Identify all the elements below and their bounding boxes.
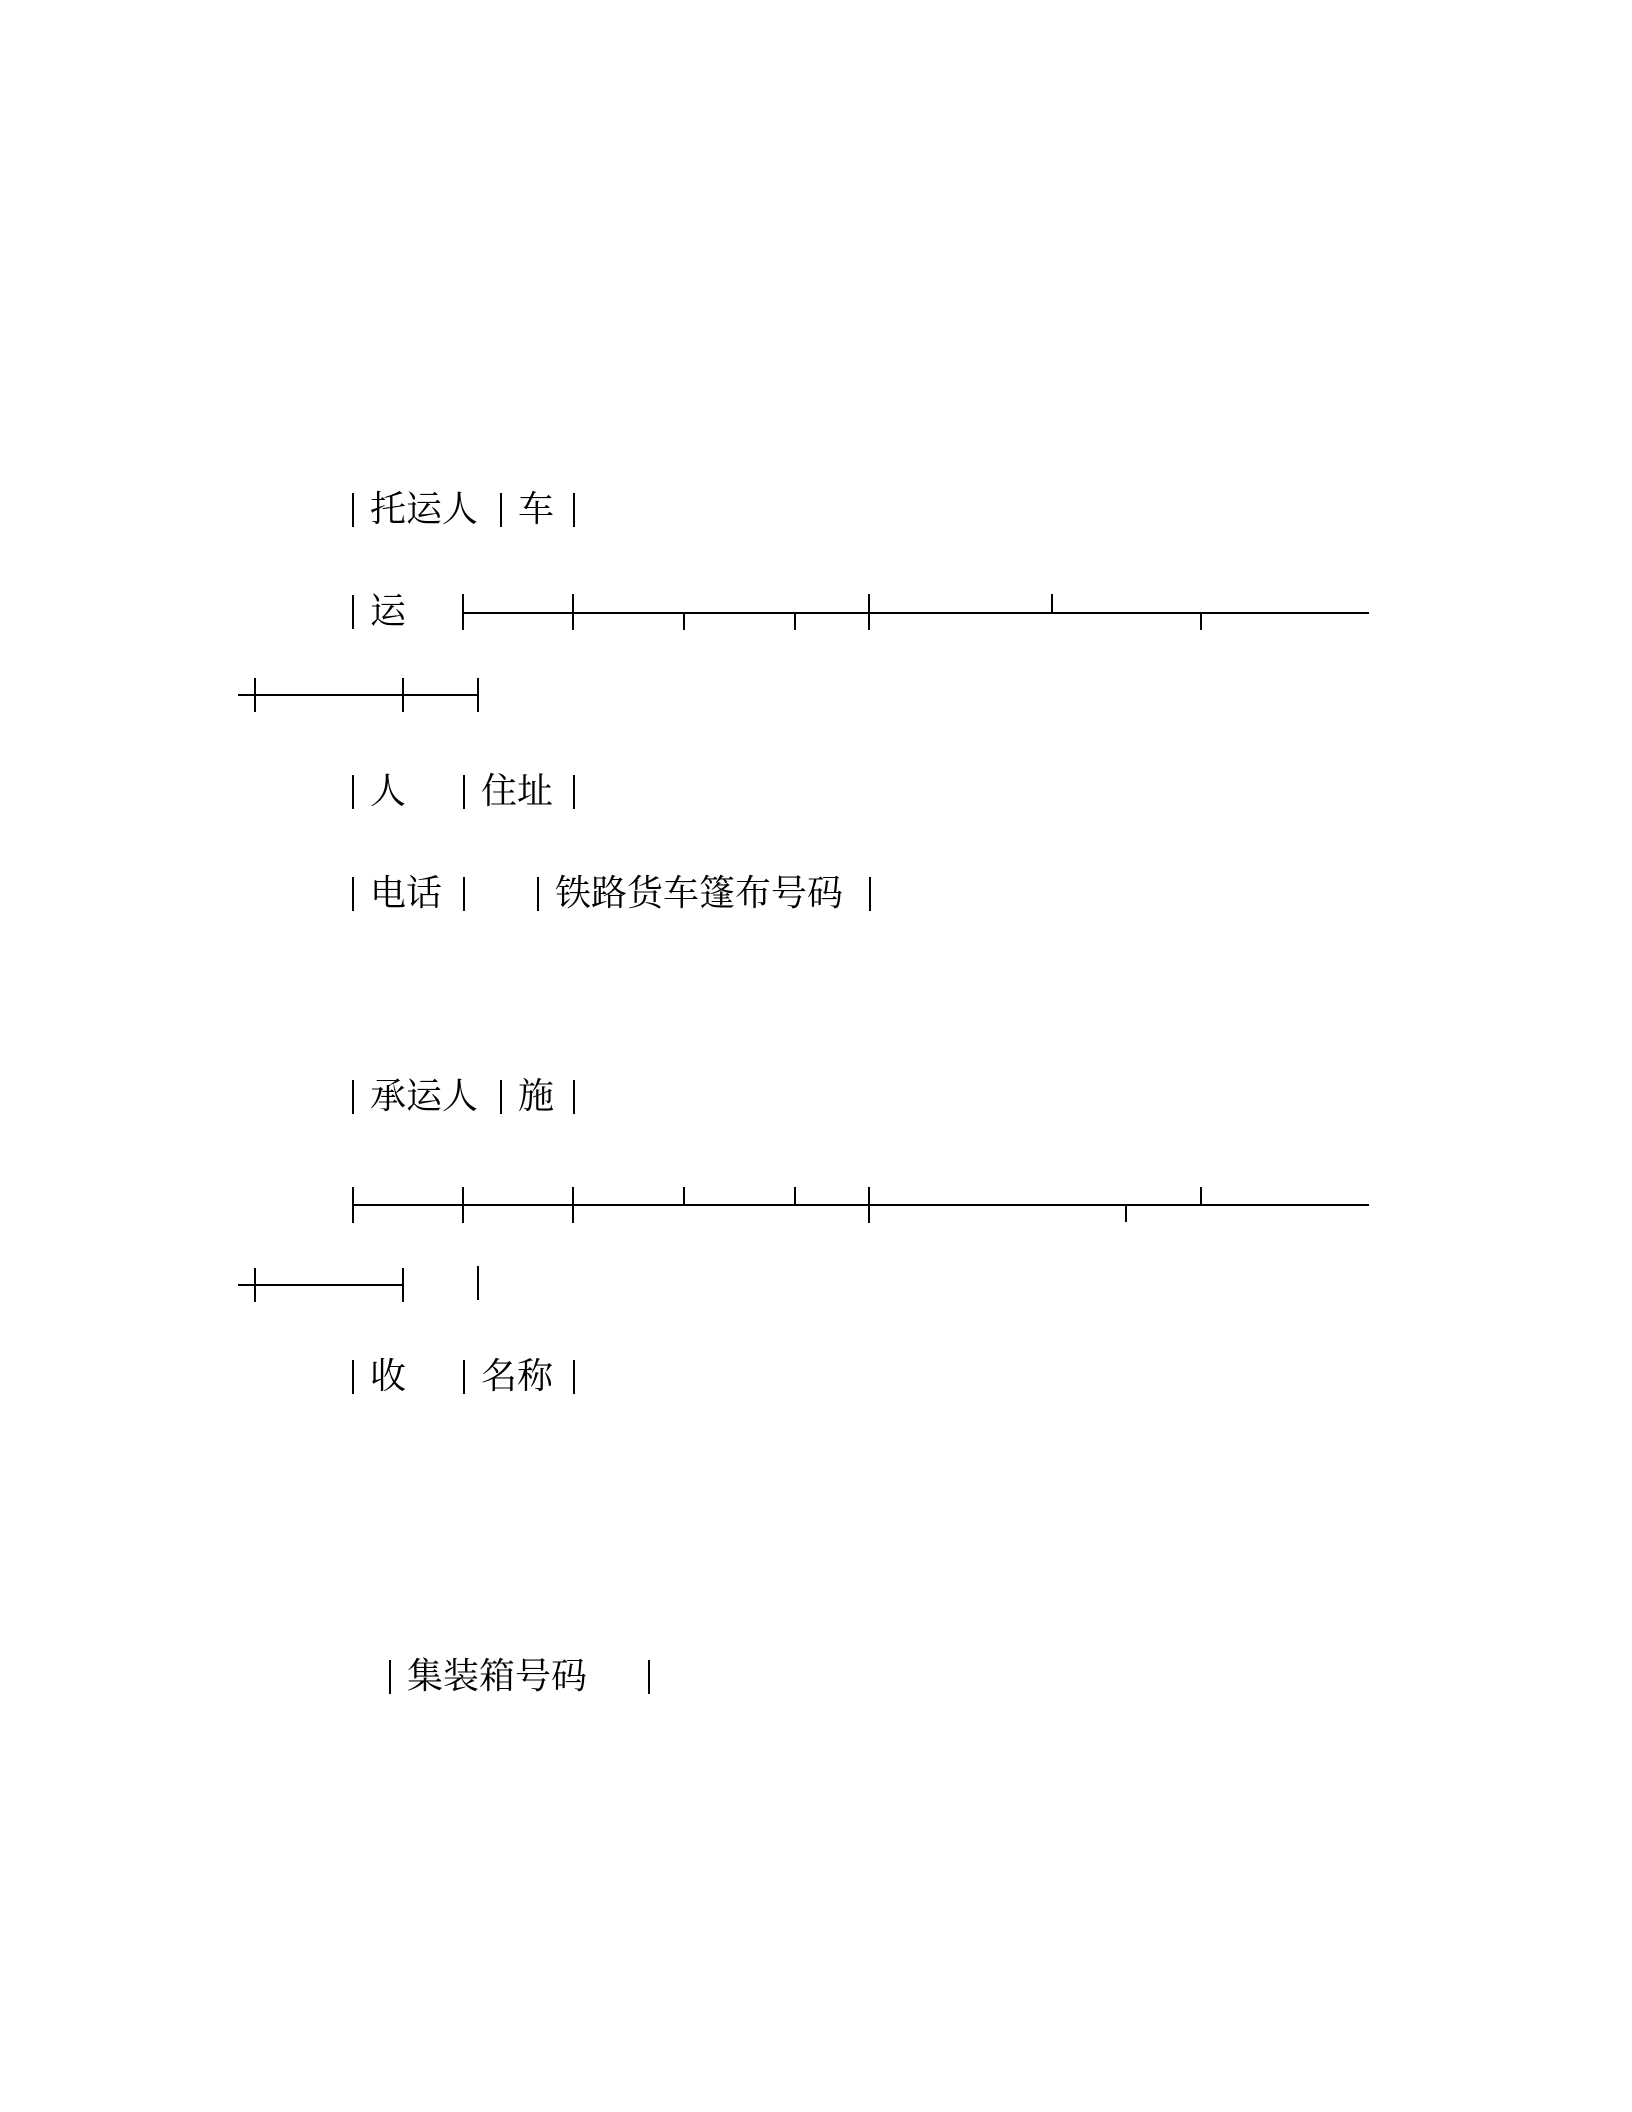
shipper-label: 托运人 bbox=[370, 489, 479, 530]
receive-label: 收 bbox=[370, 1356, 407, 1397]
apply-label: 施 bbox=[518, 1076, 555, 1117]
row9-separator-right bbox=[648, 1660, 650, 1694]
row4-separator-left bbox=[352, 775, 354, 809]
row2-tick bbox=[462, 594, 464, 630]
row6-separator-mid bbox=[500, 1080, 502, 1114]
ship-label: 运 bbox=[370, 591, 407, 632]
row2-tick bbox=[683, 612, 685, 630]
row7-tick bbox=[794, 1187, 796, 1205]
row4-separator-mid bbox=[463, 775, 465, 809]
row3-rule bbox=[238, 694, 478, 696]
carrier-label: 承运人 bbox=[370, 1076, 479, 1117]
row8-separator-right bbox=[573, 1360, 575, 1394]
row7-tick bbox=[1200, 1187, 1202, 1205]
person-label: 人 bbox=[370, 771, 407, 812]
row8-separator-mid bbox=[463, 1360, 465, 1394]
row2-separator-left bbox=[352, 595, 354, 629]
row2-tick bbox=[794, 612, 796, 630]
row6-separator-right bbox=[573, 1080, 575, 1114]
row2-tick bbox=[1200, 612, 1202, 630]
row5-separator-left bbox=[352, 877, 354, 911]
address-label: 住址 bbox=[481, 771, 554, 812]
container-number-label: 集装箱号码 bbox=[407, 1656, 588, 1697]
row1-separator-right bbox=[573, 493, 575, 527]
row5-separator-a bbox=[463, 877, 465, 911]
row2-tick bbox=[1051, 594, 1053, 612]
row7-tick bbox=[572, 1187, 574, 1223]
car-label: 车 bbox=[518, 489, 555, 530]
row3-tick bbox=[254, 678, 256, 712]
row7-tick bbox=[1125, 1204, 1127, 1222]
row1-separator-mid bbox=[500, 493, 502, 527]
row3-tick bbox=[477, 678, 479, 712]
phone-label: 电话 bbox=[370, 873, 443, 914]
row2-rule bbox=[462, 612, 1369, 614]
row7-tick bbox=[868, 1187, 870, 1223]
row9-separator-left bbox=[389, 1660, 391, 1694]
row5-separator-right bbox=[869, 877, 871, 911]
row8a-tick bbox=[254, 1268, 256, 1302]
row7-tick bbox=[352, 1187, 354, 1223]
row8a-rule bbox=[238, 1284, 404, 1286]
row8a-tick bbox=[477, 1266, 479, 1300]
row6-separator-left bbox=[352, 1080, 354, 1114]
row2-tick bbox=[868, 594, 870, 630]
row7-tick bbox=[462, 1187, 464, 1223]
row2-tick bbox=[572, 594, 574, 630]
row7-rule bbox=[352, 1204, 1369, 1206]
row8a-tick bbox=[402, 1268, 404, 1302]
row4-separator-right bbox=[573, 775, 575, 809]
row5-separator-b bbox=[537, 877, 539, 911]
name-label: 名称 bbox=[481, 1356, 554, 1397]
row8-separator-left bbox=[352, 1360, 354, 1394]
tarp-number-label: 铁路货车篷布号码 bbox=[555, 873, 844, 914]
row1-separator-left bbox=[352, 493, 354, 527]
row3-tick bbox=[402, 678, 404, 712]
row7-tick bbox=[683, 1187, 685, 1205]
